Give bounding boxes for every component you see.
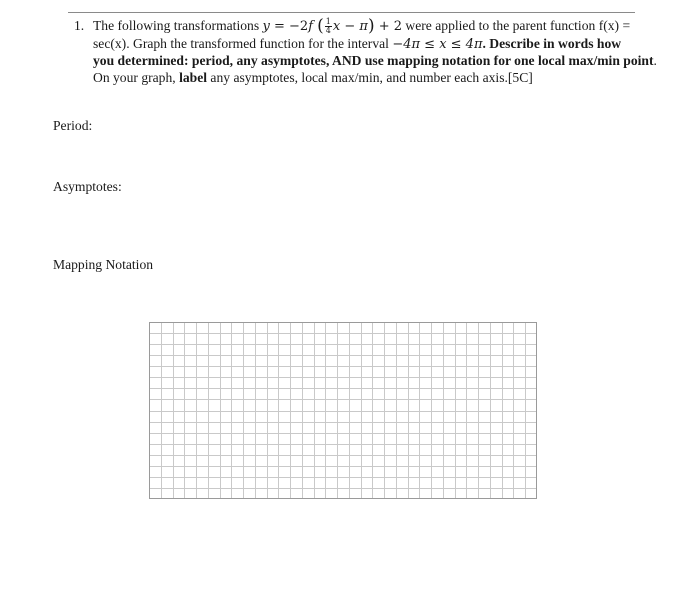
- line2-bold: . Describe in words how: [482, 35, 622, 51]
- question-number: 1.: [74, 18, 85, 33]
- line3-bold: you determined: period, any asymptotes, AND use mapping notation for one local max/min point: [93, 53, 654, 68]
- interval: −4π ≤ x ≤ 4π: [392, 36, 483, 52]
- question-line-4: [93, 70, 654, 87]
- asymptotes-label: Asymptotes:: [53, 179, 122, 194]
- question-line-1: [93, 18, 654, 36]
- line1-post: were applied to the parent function f(x) =: [402, 18, 631, 33]
- line3-end: .: [653, 53, 657, 68]
- question-block: [74, 16, 657, 86]
- question-line-3: [93, 53, 657, 70]
- eq-fraction-den: 4: [325, 26, 331, 35]
- eq-minus: −: [340, 19, 360, 34]
- eq-f: f: [308, 19, 314, 34]
- line2-normal: sec(x). Graph the transformed function for the interval: [93, 35, 393, 51]
- eq-open-paren: (: [317, 16, 324, 36]
- eq-pi: π: [359, 19, 368, 34]
- graph-grid[interactable]: [149, 322, 537, 499]
- eq-fraction: [325, 18, 332, 35]
- eq-equals: = −2: [269, 19, 309, 34]
- eq-x: x: [332, 19, 341, 34]
- eq-close-paren: ): [367, 16, 375, 36]
- mapping-notation-label: Mapping Notation: [53, 257, 154, 272]
- equation: [262, 16, 403, 36]
- period-label: Period:: [53, 118, 93, 133]
- line4-bold: label: [179, 69, 208, 85]
- graph-grid-svg[interactable]: [149, 322, 537, 499]
- line4-pre: On your graph,: [93, 69, 180, 85]
- eq-plus: + 2: [374, 19, 403, 34]
- question-text: [93, 16, 657, 86]
- top-rule: [68, 12, 635, 13]
- line4-post: any asymptotes, local max/min, and number each axis.[5C]: [207, 69, 533, 85]
- eq-fraction-num: 1: [325, 17, 331, 26]
- question-line-2: [93, 36, 654, 54]
- line1-pre: The following transformations: [93, 18, 263, 33]
- eq-y: y: [262, 19, 270, 34]
